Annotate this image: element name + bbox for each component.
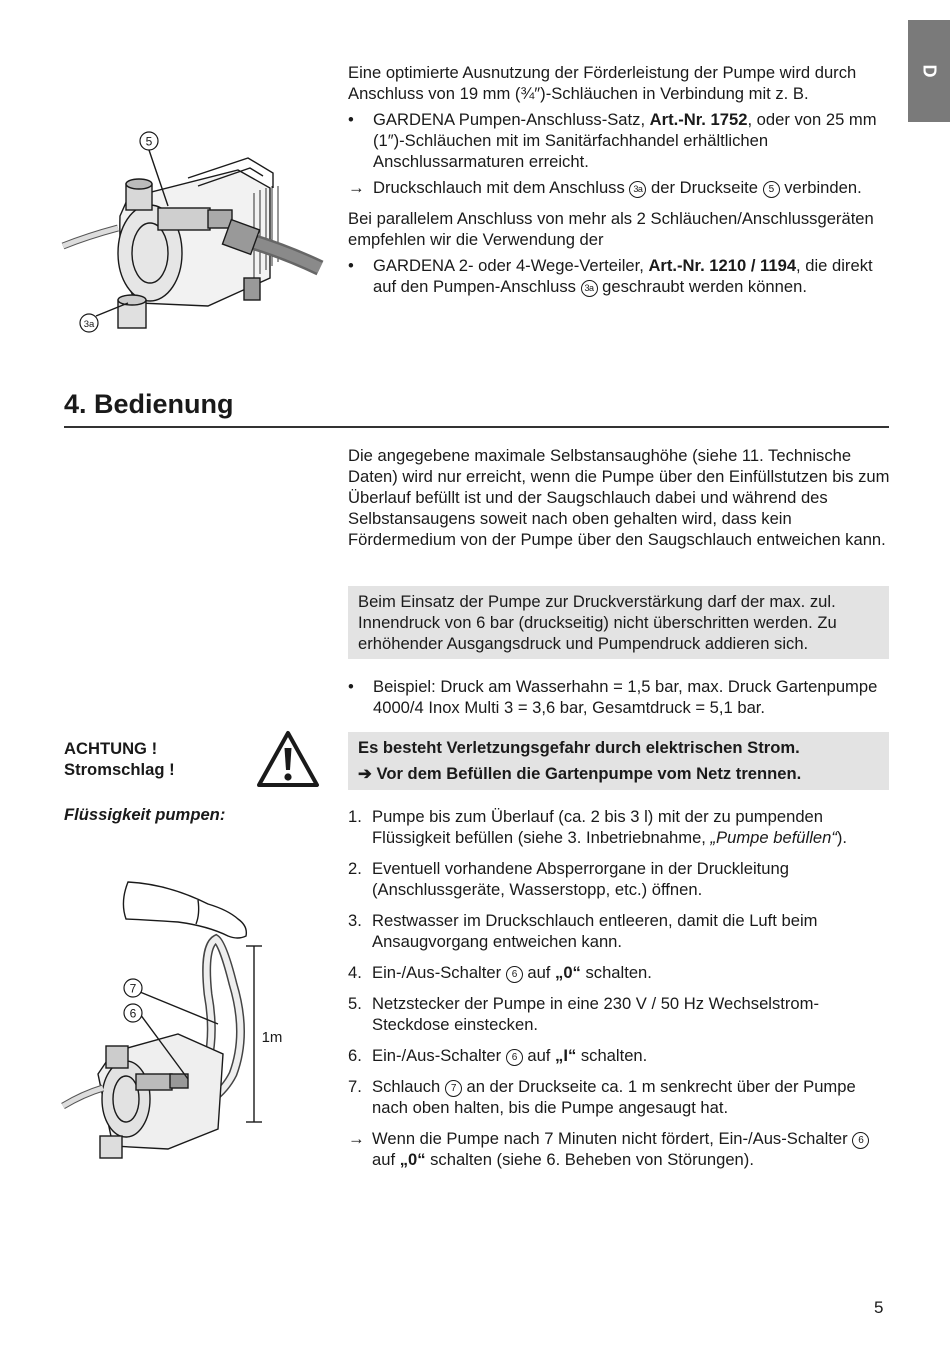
step-7	[348, 1076, 876, 1118]
switch-on-position: „I“	[555, 1046, 577, 1065]
section-rule	[64, 426, 889, 428]
step-1-ref: „Pumpe befüllen“	[710, 828, 837, 847]
result-note	[348, 1128, 876, 1170]
bullet-pump-set-text: GARDENA Pumpen-Anschluss-Satz,	[373, 110, 650, 129]
step-1-end: ).	[836, 828, 848, 847]
bullet-mark: •	[348, 256, 354, 275]
step-number: 7.	[348, 1077, 362, 1096]
arrow-mark: →	[348, 178, 365, 197]
step-4-text: Ein-/Aus-Schalter	[372, 963, 506, 982]
language-tab	[908, 20, 950, 122]
warning-label	[64, 738, 175, 780]
instruction-connect-text: Druckschlauch mit dem Anschluss	[373, 178, 630, 197]
step-4	[348, 962, 876, 983]
result-end: schalten (siehe 6. Beheben von Störungen).	[425, 1150, 754, 1169]
step-number: 2.	[348, 859, 362, 878]
bullet-mark: •	[348, 110, 354, 129]
warning-box	[348, 732, 889, 790]
callout-3a: 3a	[83, 319, 95, 330]
example-bullet	[348, 676, 891, 718]
ref-6: 6	[852, 1132, 869, 1149]
priming-figure	[58, 874, 298, 1164]
instruction-connect-end: verbinden.	[779, 178, 862, 197]
bullet-distributor-text: GARDENA 2- oder 4-Wege-Verteiler,	[373, 256, 649, 275]
step-3	[348, 910, 876, 952]
warning-label-line1: ACHTUNG !	[64, 739, 158, 758]
step-1	[348, 806, 876, 848]
height-1m-label: 1m	[261, 1029, 283, 1046]
step-2	[348, 858, 876, 900]
article-number-1210-1194: Art.-Nr. 1210 / 1194	[648, 256, 797, 275]
pump-connection-figure	[58, 128, 333, 338]
bullet-distributor	[348, 255, 888, 297]
intro-paragraph: Eine optimierte Ausnutzung der Förderleistung der Pumpe wird durch Anschluss von 19 mm (¾″)-Schläuchen in Verbindung mit z. B.	[348, 63, 857, 103]
step-7-end: an der Druckseite ca. 1 m senkrecht über der Pumpe nach oben halten, bis die Pumpe angesaugt hat.	[372, 1077, 856, 1117]
step-5-text: Netzstecker der Pumpe in eine 230 V / 50 Hz WechselstromSteckdose einstecken.	[372, 994, 819, 1034]
ref-5: 5	[763, 181, 780, 198]
parallel-paragraph: Bei parallelem Anschluss von mehr als 2 Schläuchen/Anschlussgeräten empfehlen wir die Verwendung der	[348, 209, 874, 249]
warning-triangle-icon	[256, 730, 320, 788]
step-6	[348, 1045, 876, 1066]
switch-off-position: „0“	[555, 963, 581, 982]
step-number: 4.	[348, 963, 362, 982]
step-4-end: schalten.	[580, 963, 652, 982]
ref-7: 7	[445, 1080, 462, 1097]
result-mid: auf	[372, 1150, 400, 1169]
ref-6: 6	[506, 1049, 523, 1066]
step-7-text: Schlauch	[372, 1077, 445, 1096]
step-4-mid: auf	[522, 963, 556, 982]
step-number: 6.	[348, 1046, 362, 1065]
step-5	[348, 993, 876, 1035]
example-text: Beispiel: Druck am Wasserhahn = 1,5 bar, max. Druck Gartenpumpe 4000/4 Inox Multi 3 = 3,6 bar, Gesamtdruck = 5,1 bar.	[373, 677, 878, 717]
step-3-text: Restwasser im Druckschlauch entleeren, damit die Luft beim Ansaugvorgang entweichen kann.	[372, 911, 818, 951]
step-2-text: Eventuell vorhandene Absperrorgane in der Druckleitung (Anschlussgeräte, Wasserstopp, etc.) öffnen.	[372, 859, 789, 899]
pressure-note-text: Beim Einsatz der Pumpe zur Druckverstärkung darf der max. zul. Innendruck von 6 bar (druckseitig) nicht überschritten werden. Zu erhöhender Ausgangsdruck und Pumpendruck addieren sich.	[358, 592, 837, 653]
step-6-end: schalten.	[576, 1046, 648, 1065]
callout-5: 5	[145, 134, 153, 149]
instruction-connect-hose	[348, 177, 888, 198]
ref-3a: 3a	[629, 181, 646, 198]
step-6-mid: auf	[522, 1046, 556, 1065]
bullet-distributor-end: geschraubt werden können.	[597, 277, 807, 296]
page-number: 5	[874, 1298, 884, 1317]
callout-6: 6	[129, 1006, 137, 1021]
language-tab-label: D	[919, 64, 940, 78]
step-number: 5.	[348, 994, 362, 1013]
warning-box-line1: Es besteht Verletzungsgefahr durch elektrischen Strom.	[358, 738, 800, 757]
callout-7: 7	[129, 981, 137, 996]
article-number-1752: Art.-Nr. 1752	[649, 110, 748, 129]
result-text: Wenn die Pumpe nach 7 Minuten nicht fördert, Ein-/Aus-Schalter	[372, 1129, 853, 1148]
section-title: 4. Bedienung	[64, 389, 234, 419]
step-6-text: Ein-/Aus-Schalter	[372, 1046, 506, 1065]
arrow-mark: →	[348, 1129, 365, 1148]
step-1-text: Pumpe bis zum Überlauf (ca. 2 bis 3 l) mit der zu pumpenden Flüssigkeit befüllen (siehe 3. Inbetriebnahme,	[372, 807, 824, 847]
connection-text	[348, 62, 888, 297]
warning-label-line2: Stromschlag !	[64, 760, 175, 779]
bullet-distributor-mid: , die direkt auf den Pumpen-Anschluss	[373, 256, 873, 296]
suction-height-paragraph: Die angegebene maximale Selbstansaughöhe (siehe 11. Technische Daten) wird nur erreicht, wenn die Pumpe über den Einfüllstutzen bis zum Überlauf befüllt ist und der Saugschlauch dabei und während des Selbstansaugens soweit nach oben gehalten wird, dass kein Fördermedium von der Pumpe über den Saugschlauch entweichen kann.	[348, 446, 890, 549]
procedure-label: Flüssigkeit pumpen:	[64, 805, 226, 824]
ref-6: 6	[506, 966, 523, 983]
procedure-steps	[348, 806, 876, 1180]
bullet-pump-set-text-end: , oder von 25 mm (1″)-Schläuchen mit im Sanitärfachhandel erhältlichen Anschlussarmaturen erreicht.	[373, 110, 877, 171]
warning-box-line2: ➔ Vor dem Befüllen die Gartenpumpe vom Netz trennen.	[358, 764, 802, 783]
switch-off-position: „0“	[399, 1150, 426, 1169]
step-number: 3.	[348, 911, 362, 930]
step-number: 1.	[348, 807, 362, 826]
bullet-mark: •	[348, 677, 354, 696]
bullet-pump-set	[348, 109, 888, 172]
ref-3a: 3a	[581, 280, 598, 297]
instruction-connect-mid: der Druckseite	[646, 178, 763, 197]
pressure-note-box	[348, 586, 889, 659]
